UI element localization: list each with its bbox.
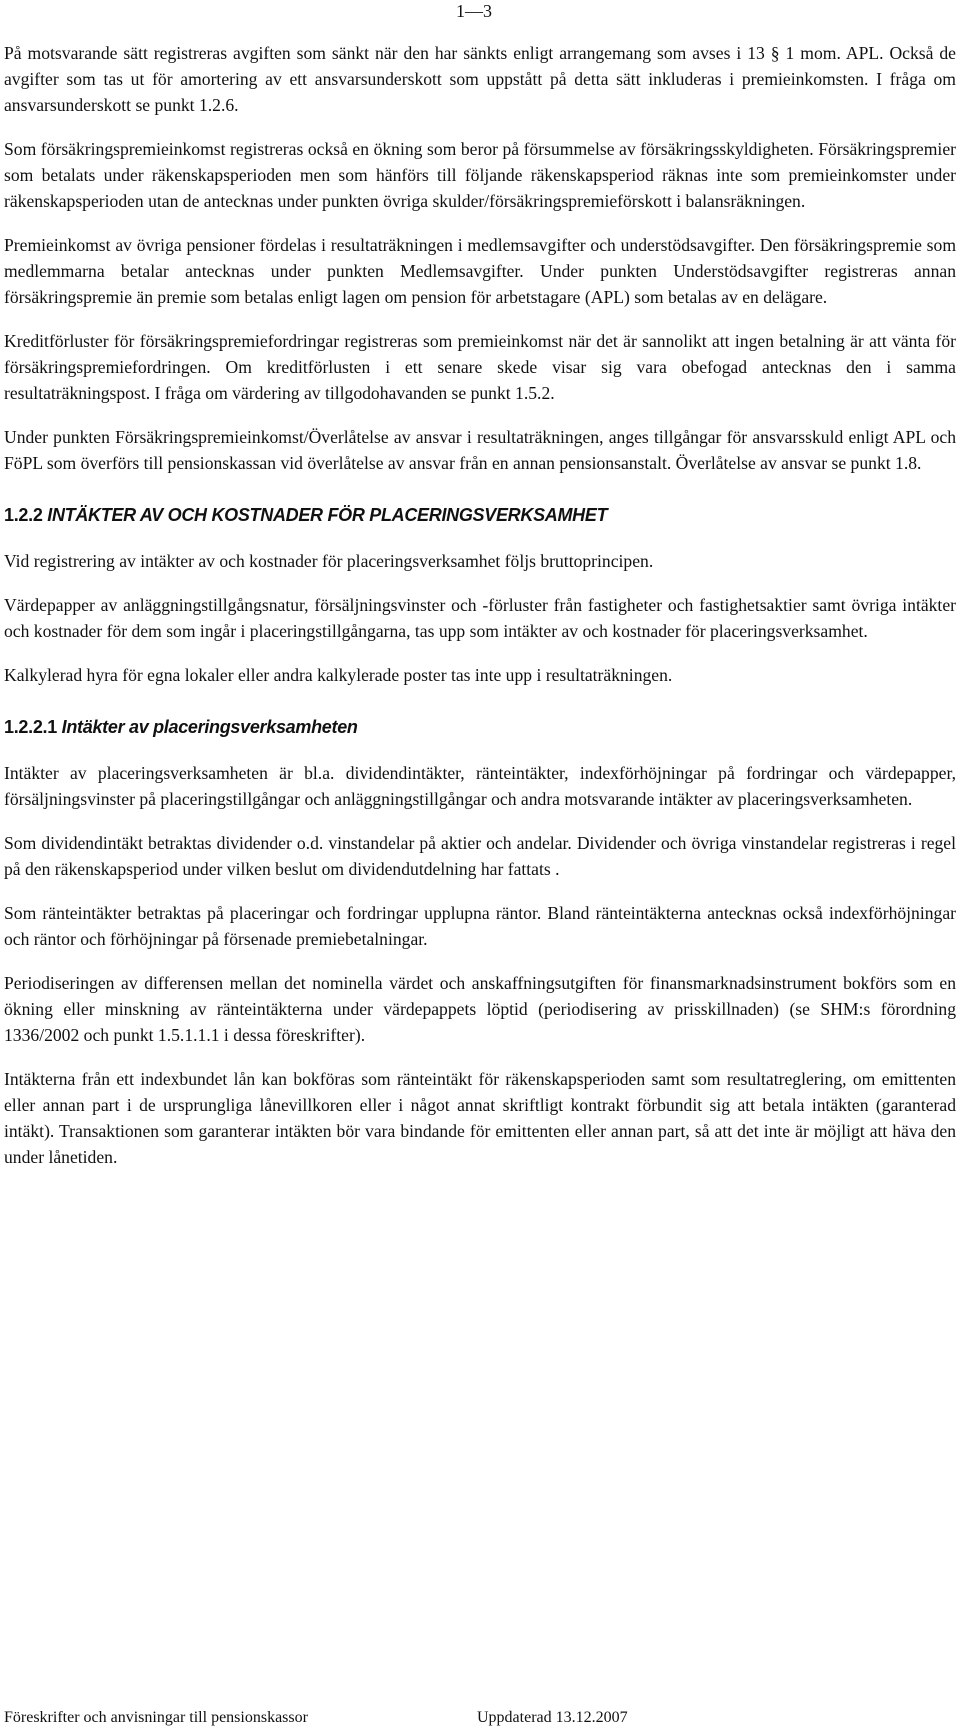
paragraph: Värdepapper av anläggningstillgångsnatur, försäljningsvinster och -förluster från fastigheter och fastighetsaktier samt övriga intäkter och kostnader för dem som ingår i placeringstillgångarna, tas upp som intäkter av och kostnader för placeringsverksamhet. (4, 595, 956, 641)
section-title: INTÄKTER AV OCH KOSTNADER FÖR PLACERINGSVERKSAMHET (47, 505, 608, 525)
subsection-title: Intäkter av placeringsverksamheten (61, 717, 358, 737)
paragraph: Intäkterna från ett indexbundet lån kan bokföras som ränteintäkt för räkenskapsperioden samt som resultatreglering, om emittenten eller annan part i de ursprungliga lånevillkoren eller i något annat skriftligt kontrakt förbundit sig att betala intäkten (garanterad intäkt). Transaktionen som garanterar intäkten bör vara bindande för emittenten eller annan part, så att det inte är möjligt att häva den under lånetiden. (4, 1069, 956, 1167)
subsection-number: 1.2.2.1 (4, 717, 57, 737)
document-body (4, 40, 956, 1188)
paragraph: På motsvarande sätt registreras avgiften som sänkt när den har sänkts enligt arrangemang som avses i 13 § 1 mom. APL. Också de avgifter som tas ut för amortering av ett ansvarsunderskott som uppstått på detta sätt inkluderas i premieinkomsten. I fråga om ansvarsunderskott se punkt 1.2.6. (4, 43, 956, 115)
paragraph: Som ränteintäkter betraktas på placeringar och fordringar upplupna räntor. Bland ränteintäkterna antecknas också indexförhöjningar och räntor och förhöjningar på försenade premiebetalningar. (4, 903, 956, 949)
paragraph: Intäkter av placeringsverksamheten är bl.a. dividendintäkter, ränteintäkter, indexförhöjningar på fordringar och värdepapper, försäljningsvinster på placeringstillgångar och anläggningstillgångar och andra motsvarande intäkter av placeringsverksamheten. (4, 763, 956, 809)
paragraph: Som dividendintäkt betraktas dividender o.d. vinstandelar på aktier och andelar. Dividender och övriga vinstandelar registreras i regel på den räkenskapsperiod under vilken beslut om dividendutdelning har fattats . (4, 833, 956, 879)
paragraph: Kreditförluster för försäkringspremiefordringar registreras som premieinkomst när det är sannolikt att ingen betalning är att vänta för försäkringspremiefordringen. Om kreditförlusten i ett senare skede visar sig vara obefogad antecknas den i samma resultaträkningspost. I fråga om värdering av tillgodohavanden se punkt 1.5.2. (4, 331, 956, 403)
section-heading (4, 502, 956, 528)
footer-date: Uppdaterad 13.12.2007 (477, 1709, 628, 1726)
page-number: 1—3 (456, 1, 492, 21)
paragraph: Periodiseringen av differensen mellan det nominella värdet och anskaffningsutgiften för finansmarknadsinstrument bokförs som en ökning eller minskning av ränteintäkterna under värdepappets löptid (periodisering av prisskillnaden) (se SHM:s förordning 1336/2002 och punkt 1.5.1.1.1 i dessa föreskrifter). (4, 973, 956, 1045)
paragraph: Vid registrering av intäkter av och kostnader för placeringsverksamhet följs bruttoprincipen. (4, 551, 654, 571)
footer-title: Föreskrifter och anvisningar till pensionskassor (4, 1709, 308, 1726)
paragraph: Kalkylerad hyra för egna lokaler eller andra kalkylerade poster tas inte upp i resultaträkningen. (4, 665, 673, 685)
paragraph: Premieinkomst av övriga pensioner fördelas i resultaträkningen i medlemsavgifter och understödsavgifter. Den försäkringspremie som medlemmarna betalar antecknas under punkten Medlemsavgifter. Under punkten Understödsavgifter registreras annan försäkringspremie än premie som betalas enligt lagen om pension för arbetstagare (APL) som betalas av en delägare. (4, 235, 956, 307)
section-number: 1.2.2 (4, 505, 43, 525)
paragraph: Under punkten Försäkringspremieinkomst/Överlåtelse av ansvar i resultaträkningen, anges tillgångar för ansvarsskuld enligt APL och FöPL som överförs till pensionskassan vid överlåtelse av ansvar från en annan pensionsanstalt. Överlåtelse av ansvar se punkt 1.8. (4, 427, 956, 473)
subsection-heading (4, 714, 956, 740)
paragraph: Som försäkringspremieinkomst registreras också en ökning som beror på försummelse av försäkringsskyldigheten. Försäkringspremier som betalats under räkenskapsperioden men som hänförs till följande räkenskapsperiod räknas inte som premieinkomster under räkenskapsperioden utan de antecknas under punkten övriga skulder/försäkringspremieförskott i balansräkningen. (4, 139, 956, 211)
